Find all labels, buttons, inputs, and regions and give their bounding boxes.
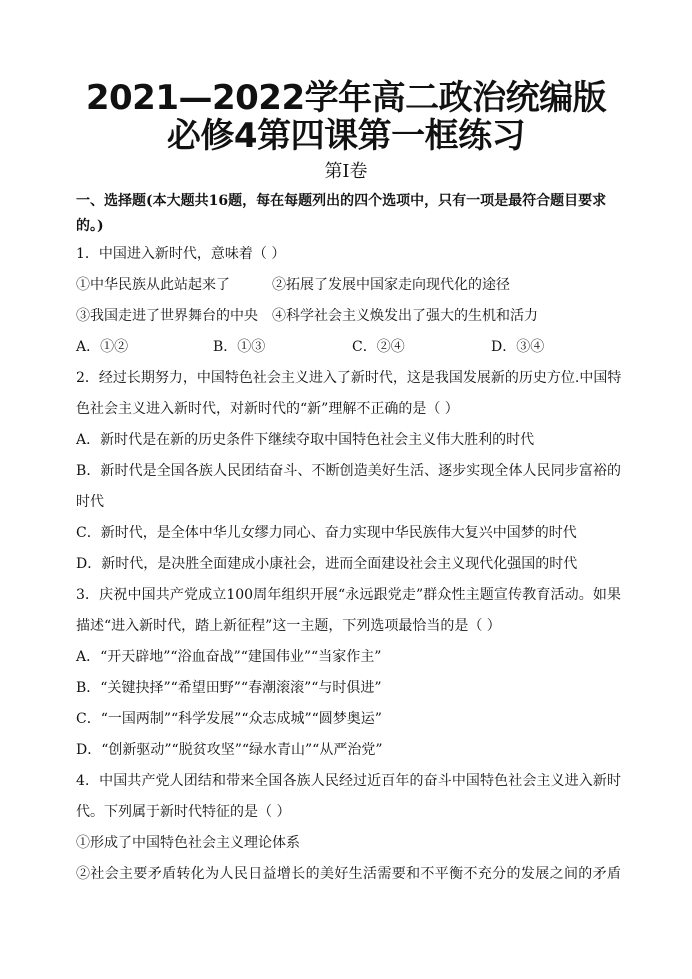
question-1-choice-c: C．②④ [352, 339, 405, 355]
question-2-option-c: C．新时代，是全体中华儿女缪力同心、奋力实现中华民族伟大复兴中国梦的时代 [76, 525, 577, 541]
section-heading-line1: 一、选择题(本大题共16题，每在每题列出的四个选项中，只有一项是最符合题目要求 [76, 193, 607, 209]
question-2-option-d: D．新时代，是决胜全面建成小康社会，进而全面建设社会主义现代化强国的时代 [76, 556, 578, 572]
document-title-line1: 2021—2022学年高二政治统编版 [85, 78, 607, 118]
question-1-choice-d: D．③④ [491, 339, 545, 355]
question-1-item-3: ③我国走进了世界舞台的中央 [76, 308, 258, 324]
question-2-option-b-cont: 时代 [76, 494, 104, 510]
question-2-option-a: A．新时代是在新的历史条件下继续夺取中国特色社会主义伟大胜利的时代 [76, 432, 535, 448]
question-4-stem-line2: 代。下列属于新时代特征的是（ ） [76, 804, 291, 820]
question-1-choice-a: A．①② [76, 339, 129, 355]
question-2-stem-line1: 2．经过长期努力，中国特色社会主义进入了新时代，这是我国发展新的历史方位.中国特 [76, 370, 622, 386]
document-title-line2: 必修4第四课第一框练习 [166, 116, 526, 156]
section-heading-line2: 的。) [76, 218, 104, 234]
question-2-option-b: B．新时代是全国各族人民团结奋斗、不断创造美好生活、逐步实现全体人民同步富裕的 [76, 463, 621, 479]
question-3-stem-line1: 3．庆祝中国共产党成立100周年组织开展“永远跟党走”群众性主题宣传教育活动。如果 [76, 587, 621, 603]
volume-heading: 第Ⅰ卷 [324, 161, 368, 182]
question-4-item-1: ①形成了中国特色社会主义理论体系 [76, 835, 300, 851]
question-1-item-1: ①中华民族从此站起来了 [76, 277, 230, 293]
question-3-option-b: B．“关键抉择”“希望田野”“春潮滚滚”“与时俱进” [76, 680, 382, 696]
question-1-item-4: ④科学社会主义焕发出了强大的生机和活力 [272, 308, 538, 324]
question-1-choice-b: B．①③ [213, 339, 266, 355]
question-4-item-2: ②社会主要矛盾转化为人民日益增长的美好生活需要和不平衡不充分的发展之间的矛盾 [76, 866, 621, 882]
question-3-option-c: C．“一国两制”“科学发展”“众志成城”“圆梦奥运” [76, 711, 382, 727]
question-2-stem-line2: 色社会主义进入新时代，对新时代的“新”理解不正确的是（ ） [76, 401, 459, 417]
question-1-item-2: ②拓展了发展中国家走向现代化的途径 [272, 277, 510, 293]
question-3-option-d: D．“创新驱动”“脱贫攻坚”“绿水青山”“从严治党” [76, 742, 383, 758]
question-4-stem-line1: 4．中国共产党人团结和带来全国各族人民经过近百年的奋斗中国特色社会主义进入新时 [76, 773, 621, 789]
question-3-option-a: A．“开天辟地”“浴血奋战”“建国伟业”“当家作主” [76, 649, 382, 665]
question-3-stem-line2: 描述“进入新时代，踏上新征程”这一主题，下列选项最恰当的是（ ） [76, 618, 501, 634]
question-1-stem: 1．中国进入新时代，意味着（ ） [76, 246, 286, 262]
